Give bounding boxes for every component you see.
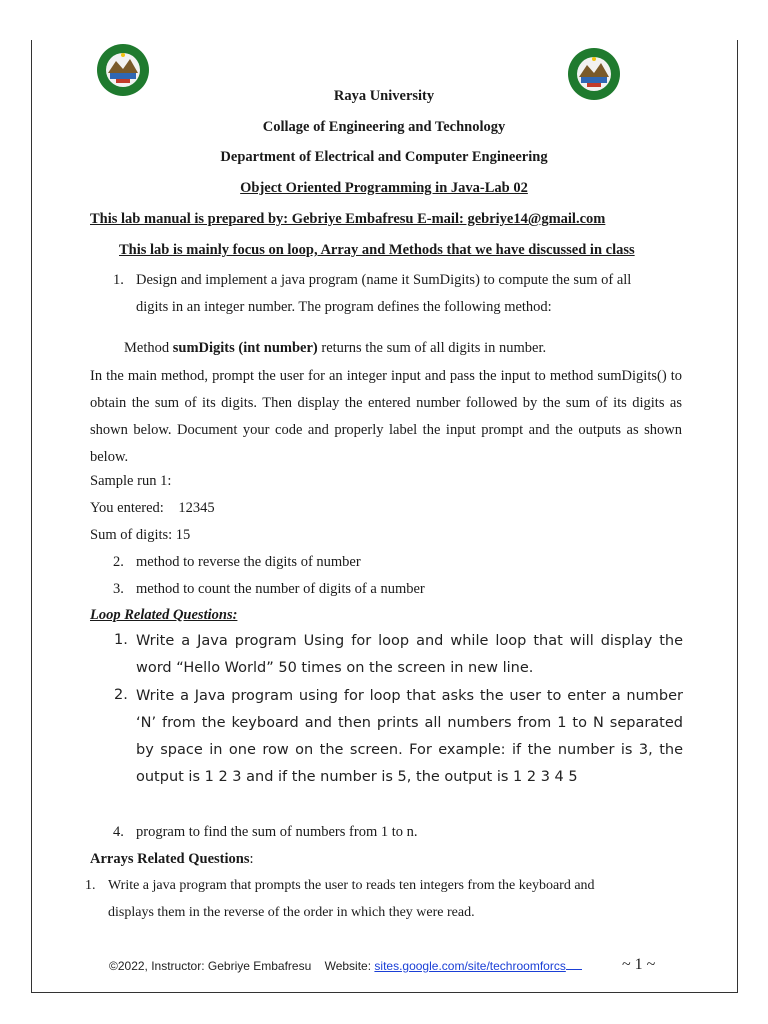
university-name: Raya University bbox=[333, 88, 435, 104]
q1-line1: Design and implement a java program (name it SumDigits) to compute the sum of all bbox=[136, 272, 632, 288]
method-item-2-text: method to reverse the digits of number bbox=[136, 554, 361, 570]
website-link[interactable]: sites.google.com/site/techroomforcs bbox=[374, 959, 566, 973]
method-name: sumDigits (int number) bbox=[172, 340, 318, 356]
method-description: returns the sum of all digits in number. bbox=[317, 340, 547, 356]
loop-item-1-number: 1. bbox=[114, 632, 128, 648]
sum-of-digits-output: Sum of digits: 15 bbox=[90, 527, 191, 543]
department-name: Department of Electrical and Computer Engineering bbox=[220, 149, 548, 165]
method-item-3-text: method to count the number of digits of a number bbox=[136, 581, 425, 597]
arrays-heading: Arrays Related Questions bbox=[90, 851, 250, 867]
loop-item-4-text: program to find the sum of numbers from 1 to n. bbox=[136, 824, 418, 840]
loop-item-1-text: Write a Java program Using for loop and while loop that will display the word “Hello World” 50 times on the screen in new line. bbox=[136, 633, 683, 676]
array-item-1-number: 1. bbox=[85, 878, 96, 893]
prepared-by-line: This lab manual is prepared by: Gebriye Embafresu E-mail: gebriye14@gmail.com bbox=[90, 211, 606, 227]
method-signature-line bbox=[124, 340, 546, 357]
q1-paragraph: In the main method, prompt the user for an integer input and pass the input to method sumDigits() to obtain the sum of its digits. Then display the entered number followed by the sum of its digits as shown below. Document your code and properly label the input prompt and the outputs as shown below. bbox=[90, 368, 682, 465]
page-number: ~ 1 ~ bbox=[622, 956, 656, 973]
college-name: Collage of Engineering and Technology bbox=[262, 119, 506, 135]
q1-number: 1. bbox=[113, 272, 124, 288]
footer bbox=[109, 959, 582, 973]
loop-item-4-number: 4. bbox=[113, 824, 124, 840]
array-item-1-line1: Write a java program that prompts the user to reads ten integers from the keyboard and bbox=[108, 878, 595, 893]
arrays-heading-colon: : bbox=[249, 851, 254, 867]
method-item-2-number: 2. bbox=[113, 554, 124, 570]
loop-heading: Loop Related Questions: bbox=[90, 607, 238, 623]
you-entered-output: You entered: 12345 bbox=[90, 500, 215, 516]
array-item-1-line2: displays them in the reverse of the order in which they were read. bbox=[108, 905, 475, 920]
footer-text: ©2022, Instructor: Gebriye Embafresu Website: bbox=[109, 959, 375, 973]
arrays-heading-line bbox=[90, 851, 254, 868]
q1-line2: digits in an integer number. The program defines the following method: bbox=[136, 299, 552, 315]
method-item-3-number: 3. bbox=[113, 581, 124, 597]
method-prefix: Method bbox=[124, 340, 173, 356]
page-border-bottom bbox=[31, 992, 738, 993]
loop-item-2-number: 2. bbox=[114, 687, 128, 703]
lab-focus-line: This lab is mainly focus on loop, Array and Methods that we have discussed in class bbox=[119, 242, 635, 258]
sample-run-label: Sample run 1: bbox=[90, 473, 172, 489]
course-title: Object Oriented Programming in Java-Lab 02 bbox=[240, 180, 528, 196]
loop-item-2-text: Write a Java program using for loop that asks the user to enter a number ‘N’ from the keyboard and then prints all numbers from 1 to N separated by space in one row on the screen. For example: if the number is 3, the output is 1 2 3 and if the number is 5, the output is 1 2 3 4 5 bbox=[136, 688, 683, 785]
link-underline-tail bbox=[566, 959, 582, 970]
